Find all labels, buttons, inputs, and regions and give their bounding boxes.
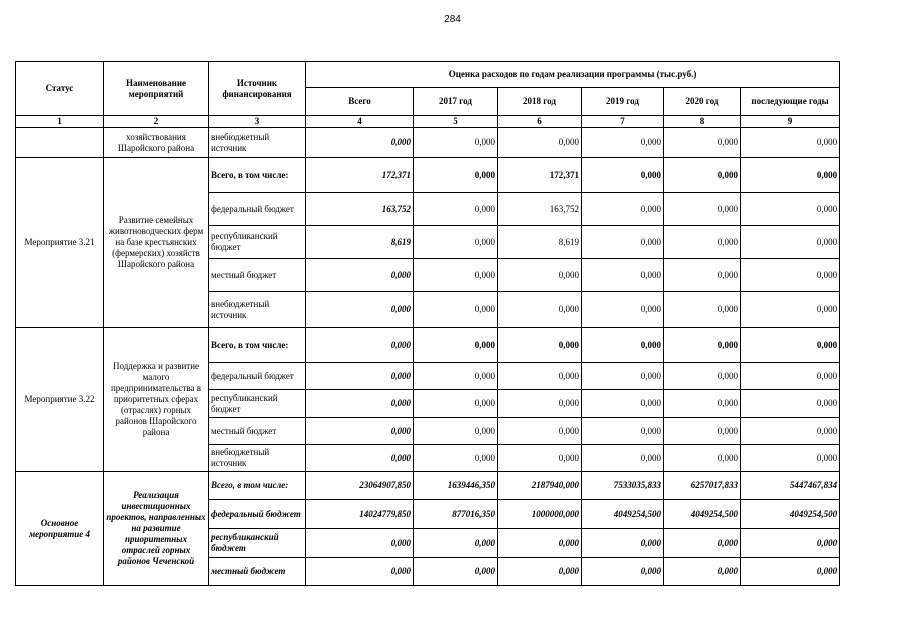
value-cell: 0,000 bbox=[582, 128, 664, 158]
value-cell: 0,000 bbox=[414, 128, 498, 158]
column-index: 3 bbox=[209, 116, 306, 128]
column-index: 2 bbox=[104, 116, 209, 128]
header-name: Наименование мероприятий bbox=[104, 62, 209, 116]
value-cell: 0,000 bbox=[741, 328, 840, 363]
value-cell: 0,000 bbox=[306, 418, 414, 445]
value-cell: 0,000 bbox=[664, 390, 741, 418]
measure-name: Поддержка и развитие малого предпринимательства в приоритетных сферах (отраслях) горных районов Шаройского района bbox=[104, 328, 209, 472]
value-cell: 0,000 bbox=[414, 390, 498, 418]
value-cell: 163,752 bbox=[498, 193, 582, 226]
value-cell: 2187940,000 bbox=[498, 472, 582, 500]
value-cell: 0,000 bbox=[582, 226, 664, 259]
column-index: 4 bbox=[306, 116, 414, 128]
value-cell: 0,000 bbox=[306, 529, 414, 558]
value-cell: 0,000 bbox=[664, 292, 741, 328]
value-cell: 0,000 bbox=[306, 328, 414, 363]
funding-source: внебюджетный источник bbox=[209, 128, 306, 158]
value-cell: 14024779,850 bbox=[306, 500, 414, 529]
status-cell: Мероприятие 3.22 bbox=[16, 328, 104, 472]
value-cell: 8,619 bbox=[306, 226, 414, 259]
value-cell: 0,000 bbox=[414, 226, 498, 259]
value-cell: 0,000 bbox=[414, 445, 498, 472]
value-cell: 0,000 bbox=[664, 226, 741, 259]
value-cell: 1639446,350 bbox=[414, 472, 498, 500]
table-row bbox=[16, 158, 840, 193]
funding-source: местный бюджет bbox=[209, 418, 306, 445]
value-cell: 0,000 bbox=[498, 445, 582, 472]
value-cell: 0,000 bbox=[414, 292, 498, 328]
value-cell: 0,000 bbox=[664, 128, 741, 158]
value-cell: 0,000 bbox=[582, 529, 664, 558]
funding-source: Всего, в том числе: bbox=[209, 158, 306, 193]
header-later: последующие годы bbox=[741, 88, 840, 116]
value-cell: 4049254,500 bbox=[582, 500, 664, 529]
value-cell: 0,000 bbox=[414, 158, 498, 193]
value-cell: 1000000,000 bbox=[498, 500, 582, 529]
value-cell: 0,000 bbox=[741, 363, 840, 390]
value-cell: 0,000 bbox=[498, 363, 582, 390]
value-cell: 0,000 bbox=[306, 445, 414, 472]
column-index: 1 bbox=[16, 116, 104, 128]
value-cell: 4049254,500 bbox=[664, 500, 741, 529]
budget-table bbox=[15, 61, 840, 586]
value-cell: 23064907,850 bbox=[306, 472, 414, 500]
funding-source: федеральный бюджет bbox=[209, 363, 306, 390]
budget-table-container bbox=[15, 61, 840, 596]
value-cell: 0,000 bbox=[414, 558, 498, 586]
value-cell: 0,000 bbox=[664, 529, 741, 558]
funding-source: федеральный бюджет bbox=[209, 193, 306, 226]
value-cell: 0,000 bbox=[582, 445, 664, 472]
value-cell: 0,000 bbox=[498, 328, 582, 363]
value-cell: 0,000 bbox=[498, 390, 582, 418]
value-cell: 0,000 bbox=[664, 418, 741, 445]
value-cell: 0,000 bbox=[741, 445, 840, 472]
value-cell: 0,000 bbox=[306, 292, 414, 328]
value-cell: 0,000 bbox=[306, 259, 414, 292]
value-cell: 172,371 bbox=[306, 158, 414, 193]
value-cell: 0,000 bbox=[498, 558, 582, 586]
value-cell: 0,000 bbox=[582, 193, 664, 226]
column-index-row bbox=[16, 116, 840, 128]
value-cell: 0,000 bbox=[582, 259, 664, 292]
value-cell: 8,619 bbox=[498, 226, 582, 259]
header-estimate: Оценка расходов по годам реализации программы (тыс.руб.) bbox=[306, 62, 840, 88]
value-cell: 0,000 bbox=[741, 418, 840, 445]
value-cell: 0,000 bbox=[741, 558, 840, 586]
column-index: 7 bbox=[582, 116, 664, 128]
value-cell: 0,000 bbox=[414, 193, 498, 226]
value-cell: 0,000 bbox=[741, 158, 840, 193]
value-cell: 6257017,833 bbox=[664, 472, 741, 500]
funding-source: внебюджетный источник bbox=[209, 445, 306, 472]
value-cell: 0,000 bbox=[306, 558, 414, 586]
value-cell: 0,000 bbox=[664, 158, 741, 193]
value-cell: 0,000 bbox=[664, 193, 741, 226]
value-cell: 0,000 bbox=[664, 445, 741, 472]
value-cell: 0,000 bbox=[741, 259, 840, 292]
value-cell: 0,000 bbox=[414, 418, 498, 445]
value-cell: 4049254,500 bbox=[741, 500, 840, 529]
value-cell: 0,000 bbox=[582, 418, 664, 445]
value-cell: 7533035,833 bbox=[582, 472, 664, 500]
value-cell: 0,000 bbox=[582, 363, 664, 390]
column-index: 6 bbox=[498, 116, 582, 128]
funding-source: Всего, в том числе: bbox=[209, 472, 306, 500]
funding-source: внебюджетный источник bbox=[209, 292, 306, 328]
header-source: Источник финансирования bbox=[209, 62, 306, 116]
value-cell: 0,000 bbox=[582, 158, 664, 193]
header-2018: 2018 год bbox=[498, 88, 582, 116]
value-cell: 0,000 bbox=[306, 128, 414, 158]
value-cell: 0,000 bbox=[582, 558, 664, 586]
funding-source: Всего, в том числе: bbox=[209, 328, 306, 363]
funding-source: республиканский бюджет bbox=[209, 226, 306, 259]
funding-source: республиканский бюджет bbox=[209, 390, 306, 418]
value-cell: 0,000 bbox=[498, 259, 582, 292]
funding-source: республиканский бюджет bbox=[209, 529, 306, 558]
measure-name: Реализация инвестиционных проектов, направленных на развитие приоритетных отраслей горных районов Чеченской bbox=[104, 472, 209, 586]
header-status: Статус bbox=[16, 62, 104, 116]
value-cell: 0,000 bbox=[741, 193, 840, 226]
status-cell: Основное мероприятие 4 bbox=[16, 472, 104, 586]
value-cell: 0,000 bbox=[414, 363, 498, 390]
funding-source: местный бюджет bbox=[209, 259, 306, 292]
value-cell: 0,000 bbox=[498, 128, 582, 158]
value-cell: 0,000 bbox=[582, 328, 664, 363]
value-cell: 0,000 bbox=[741, 529, 840, 558]
column-index: 8 bbox=[664, 116, 741, 128]
value-cell: 0,000 bbox=[414, 529, 498, 558]
value-cell: 0,000 bbox=[582, 292, 664, 328]
value-cell: 0,000 bbox=[498, 529, 582, 558]
value-cell: 0,000 bbox=[414, 328, 498, 363]
table-row bbox=[16, 328, 840, 363]
value-cell: 0,000 bbox=[582, 390, 664, 418]
column-index: 9 bbox=[741, 116, 840, 128]
page-number: 284 bbox=[444, 14, 461, 25]
value-cell: 0,000 bbox=[414, 259, 498, 292]
value-cell: 0,000 bbox=[664, 363, 741, 390]
measure-name: хозяйствования Шаройского района bbox=[104, 128, 209, 158]
column-index: 5 bbox=[414, 116, 498, 128]
status-cell bbox=[16, 128, 104, 158]
value-cell: 0,000 bbox=[741, 292, 840, 328]
header-total: Всего bbox=[306, 88, 414, 116]
measure-name: Развитие семейных животноводческих ферм на базе крестьянских (фермерских) хозяйств Шаройского района bbox=[104, 158, 209, 328]
value-cell: 0,000 bbox=[741, 390, 840, 418]
value-cell: 172,371 bbox=[498, 158, 582, 193]
value-cell: 0,000 bbox=[306, 363, 414, 390]
table-row bbox=[16, 128, 840, 158]
value-cell: 0,000 bbox=[498, 418, 582, 445]
table-row bbox=[16, 472, 840, 500]
value-cell: 0,000 bbox=[741, 128, 840, 158]
header-2019: 2019 год bbox=[582, 88, 664, 116]
value-cell: 0,000 bbox=[664, 558, 741, 586]
value-cell: 163,752 bbox=[306, 193, 414, 226]
value-cell: 0,000 bbox=[664, 328, 741, 363]
value-cell: 0,000 bbox=[498, 292, 582, 328]
value-cell: 5447467,834 bbox=[741, 472, 840, 500]
value-cell: 0,000 bbox=[664, 259, 741, 292]
value-cell: 0,000 bbox=[741, 226, 840, 259]
funding-source: федеральный бюджет bbox=[209, 500, 306, 529]
header-2020: 2020 год bbox=[664, 88, 741, 116]
value-cell: 877016,350 bbox=[414, 500, 498, 529]
header-2017: 2017 год bbox=[414, 88, 498, 116]
funding-source: местный бюджет bbox=[209, 558, 306, 586]
status-cell: Мероприятие 3.21 bbox=[16, 158, 104, 328]
value-cell: 0,000 bbox=[306, 390, 414, 418]
